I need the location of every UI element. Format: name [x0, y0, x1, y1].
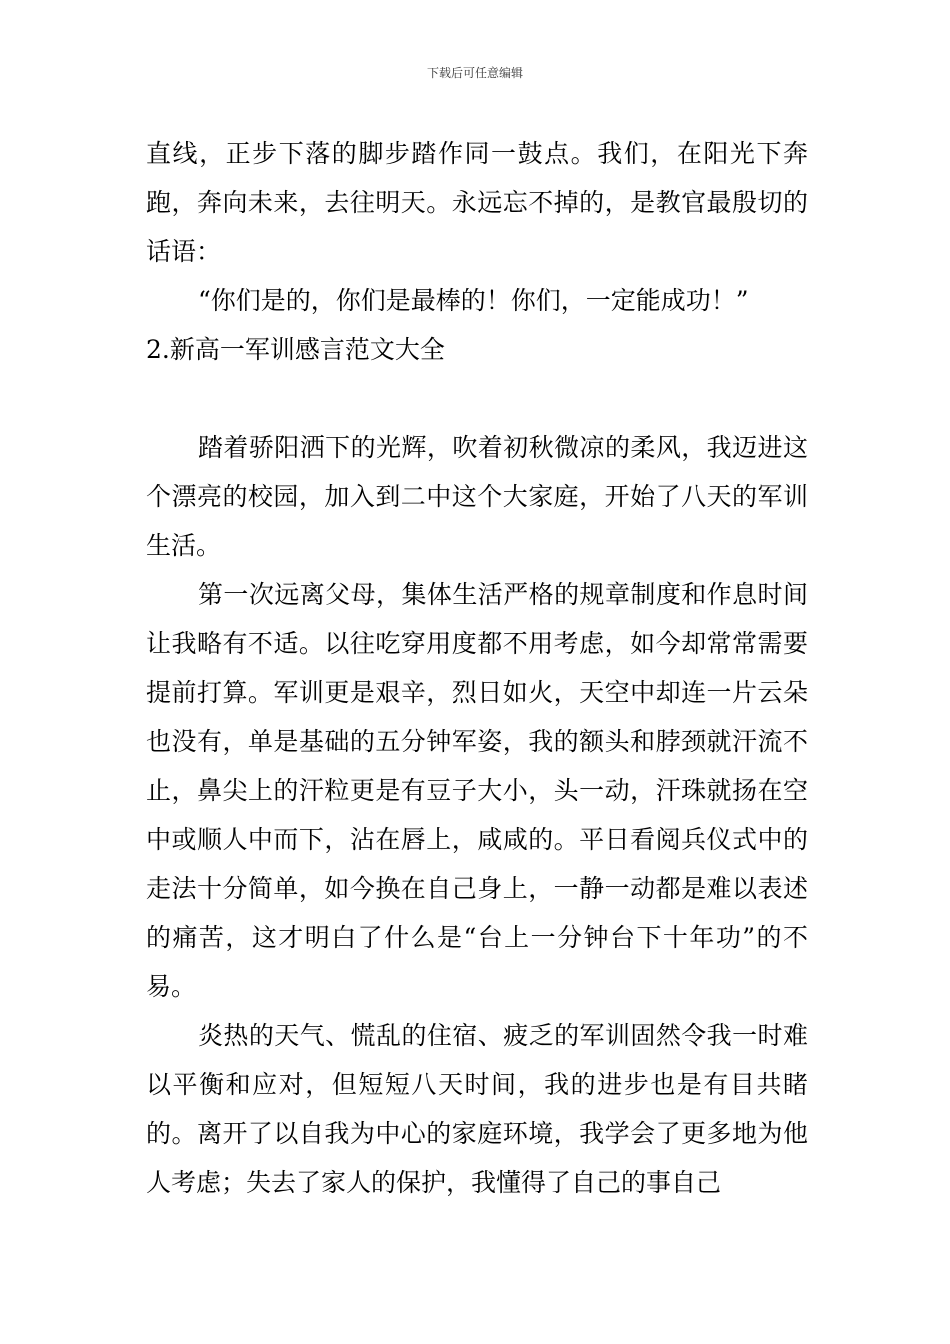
paragraph-continued: 直线，正步下落的脚步踏作同一鼓点。我们，在阳光下奔跑，奔向未来，去往明天。永远忘不掉的，是教官最殷切的话语： [146, 139, 808, 266]
document-body [146, 129, 808, 1207]
section-heading: 2.新高一军训感言范文大全 [146, 335, 445, 364]
page-header: 下载后可任意编辑 [426, 66, 523, 80]
quote-paragraph: “你们是的，你们是最棒的！你们，一定能成功！” [198, 286, 749, 315]
blank-line [146, 374, 808, 423]
paragraph-1: 踏着骄阳洒下的光辉，吹着初秋微凉的柔风，我迈进这个漂亮的校园，加入到二中这个大家庭，开始了八天的军训生活。 [146, 433, 808, 560]
paragraph-3: 炎热的天气、慌乱的住宿、疲乏的军训固然令我一时难以平衡和应对，但短短八天时间，我的进步也是有目共睹的。离开了以自我为中心的家庭环境，我学会了更多地为他人考虑；失去了家人的保护，我懂得了自己的事自己 [146, 1021, 808, 1197]
paragraph-2: 第一次远离父母，集体生活严格的规章制度和作息时间让我略有不适。以往吃穿用度都不用考虑，如今却常常需要提前打算。军训更是艰辛，烈日如火，天空中却连一片云朵也没有，单是基础的五分钟军姿，我的额头和脖颈就汗流不止，鼻尖上的汗粒更是有豆子大小，头一动，汗珠就扬在空中或顺人中而下，沾在唇上，咸咸的。平日看阅兵仪式中的走法十分简单，如今换在自己身上，一静一动都是难以表述的痛苦，这才明白了什么是“台上一分钟台下十年功”的不易。 [146, 580, 808, 1001]
